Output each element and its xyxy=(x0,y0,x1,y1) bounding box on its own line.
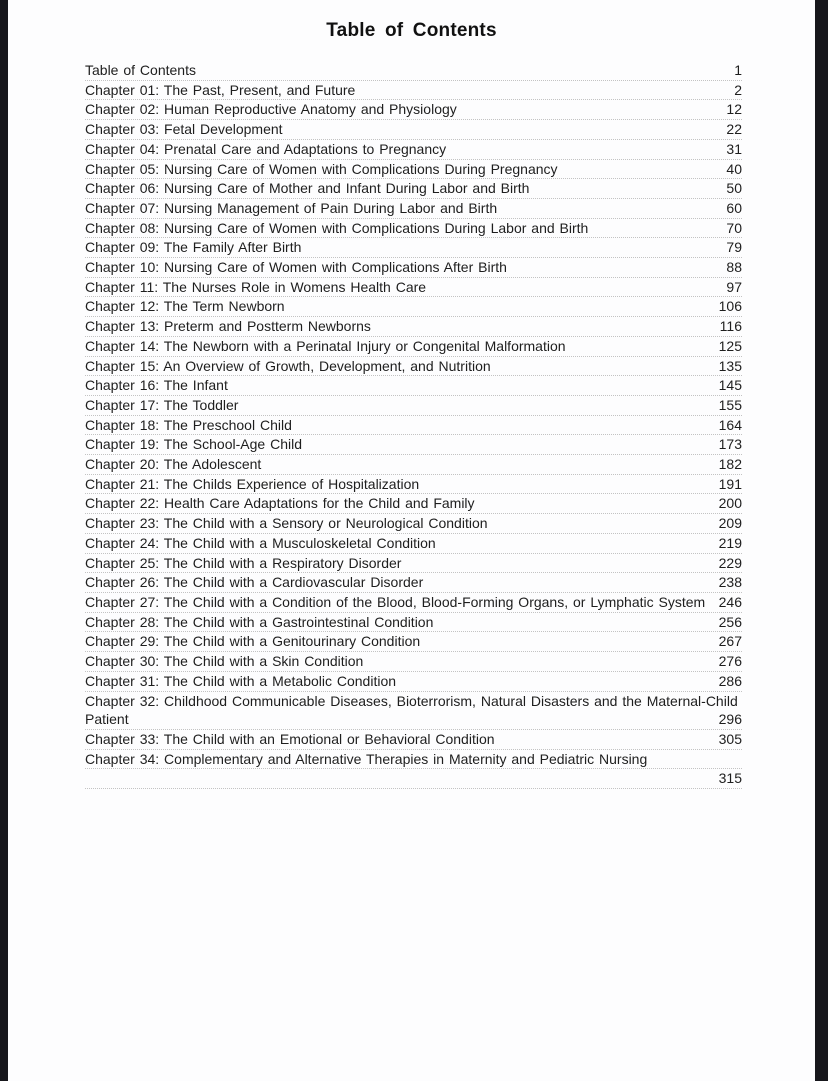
toc-entry-page: 155 xyxy=(718,396,742,413)
toc-entry-page: 125 xyxy=(718,337,742,354)
toc-entry-label: Chapter 16: The Infant xyxy=(85,377,228,394)
toc-entry[interactable] xyxy=(85,317,742,337)
toc-entry-page: 246 xyxy=(718,593,742,610)
toc-entry-label: Chapter 12: The Term Newborn xyxy=(85,298,285,315)
toc-entry[interactable] xyxy=(85,613,742,633)
toc-entry-label: Chapter 02: Human Reproductive Anatomy and Physiology xyxy=(85,101,457,118)
toc-entry-label: Chapter 32: Childhood Communicable Diseases, Bioterrorism, Natural Disasters and the Maternal-Child Patient xyxy=(85,692,738,728)
toc-entry[interactable] xyxy=(85,120,742,140)
toc-entry-page: 135 xyxy=(718,357,742,374)
toc-entry[interactable] xyxy=(85,357,742,377)
toc-entry[interactable] xyxy=(85,514,742,534)
toc-entry-page: 50 xyxy=(726,180,742,197)
toc-entry[interactable] xyxy=(85,435,742,455)
viewer-edge-left xyxy=(0,0,8,1081)
toc-entry-label: Chapter 03: Fetal Development xyxy=(85,121,283,138)
toc-entry[interactable] xyxy=(85,238,742,258)
toc-entry[interactable] xyxy=(85,61,742,81)
toc-entry-label: Chapter 23: The Child with a Sensory or Neurological Condition xyxy=(85,515,488,532)
toc-entry-page: 305 xyxy=(718,730,742,747)
toc-entry[interactable] xyxy=(85,652,742,672)
toc-entry-label: Table of Contents xyxy=(85,62,196,78)
toc-entry[interactable] xyxy=(85,396,742,416)
toc-entry-label: Chapter 10: Nursing Care of Women with Complications After Birth xyxy=(85,259,507,276)
toc-entry-page: 182 xyxy=(718,456,742,473)
toc-entry-page: 315 xyxy=(718,770,742,787)
toc-entry[interactable] xyxy=(85,140,742,160)
toc-entry-page: 40 xyxy=(726,160,742,177)
toc-entry[interactable] xyxy=(85,692,742,730)
toc-entry[interactable] xyxy=(85,455,742,475)
toc-entry-page: 1 xyxy=(734,62,742,78)
toc-entry[interactable] xyxy=(85,475,742,495)
toc-entry[interactable] xyxy=(85,416,742,436)
toc-entry-label: Chapter 20: The Adolescent xyxy=(85,456,262,473)
toc-entry-page: 238 xyxy=(718,574,742,591)
toc-entry-label: Chapter 25: The Child with a Respiratory Disorder xyxy=(85,554,402,571)
toc-entry-page: 97 xyxy=(726,278,742,295)
toc-entry-page: 106 xyxy=(718,298,742,315)
page-title: Table of Contents xyxy=(326,20,497,41)
toc-entry-label: Chapter 04: Prenatal Care and Adaptations to Pregnancy xyxy=(85,140,447,157)
toc-entry[interactable] xyxy=(85,278,742,298)
toc-entry-label: Chapter 24: The Child with a Musculoskeletal Condition xyxy=(85,534,436,551)
toc-entry[interactable] xyxy=(85,179,742,199)
toc-entry[interactable] xyxy=(85,258,742,278)
toc-entry-label: Chapter 19: The School-Age Child xyxy=(85,436,302,453)
toc-entry-page: 145 xyxy=(718,377,742,394)
toc-entry-page: 296 xyxy=(718,711,742,728)
toc-entry[interactable] xyxy=(85,750,742,789)
toc-entry-page: 256 xyxy=(718,613,742,630)
toc-entry-label: Chapter 28: The Child with a Gastrointestinal Condition xyxy=(85,613,434,630)
toc-entry-page: 286 xyxy=(718,672,742,689)
toc-entry-label: Chapter 06: Nursing Care of Mother and Infant During Labor and Birth xyxy=(85,180,530,197)
toc-entry[interactable] xyxy=(85,81,742,101)
toc-entry-page: 116 xyxy=(719,318,742,335)
toc-entry[interactable] xyxy=(85,376,742,396)
toc-entry-label: Chapter 13: Preterm and Postterm Newborns xyxy=(85,318,371,335)
toc-entry-label: Chapter 14: The Newborn with a Perinatal Injury or Congenital Malformation xyxy=(85,337,566,354)
toc-entry-label: Chapter 21: The Childs Experience of Hospitalization xyxy=(85,475,420,492)
toc-entry-page: 12 xyxy=(726,101,742,118)
toc-entry[interactable] xyxy=(85,297,742,317)
toc-entry[interactable] xyxy=(85,199,742,219)
toc-entry-page: 219 xyxy=(718,534,742,551)
toc-entry-page: 229 xyxy=(718,554,742,571)
toc-entry-page: 173 xyxy=(718,436,742,453)
toc-entry-label: Chapter 30: The Child with a Skin Condition xyxy=(85,653,364,670)
toc-entry-page: 276 xyxy=(718,653,742,670)
toc-entry[interactable] xyxy=(85,730,742,750)
viewer-edge-right xyxy=(815,0,828,1081)
toc-entry[interactable] xyxy=(85,593,742,613)
toc-entry-label: Chapter 18: The Preschool Child xyxy=(85,416,292,433)
toc-entry[interactable] xyxy=(85,573,742,593)
toc-entry-page: 2 xyxy=(734,81,742,98)
toc-entry-label: Chapter 05: Nursing Care of Women with Complications During Pregnancy xyxy=(85,160,558,177)
toc-entry-page: 22 xyxy=(726,121,742,138)
toc-entry-page: 60 xyxy=(726,199,742,216)
toc-entry-label: Chapter 15: An Overview of Growth, Development, and Nutrition xyxy=(85,357,491,374)
toc-entry-label: Chapter 29: The Child with a Genitourinary Condition xyxy=(85,633,421,650)
toc-entry[interactable] xyxy=(85,337,742,357)
toc-entry[interactable] xyxy=(85,160,742,180)
toc-entry[interactable] xyxy=(85,554,742,574)
toc-entry-label: Chapter 09: The Family After Birth xyxy=(85,239,302,256)
toc-entry-label: Chapter 31: The Child with a Metabolic Condition xyxy=(85,672,397,689)
toc-entry[interactable] xyxy=(85,534,742,554)
toc-entry-page: 79 xyxy=(726,239,742,256)
toc-entry-label: Chapter 26: The Child with a Cardiovascular Disorder xyxy=(85,574,424,591)
toc-entry-label: Chapter 22: Health Care Adaptations for the Child and Family xyxy=(85,495,475,512)
toc-entry[interactable] xyxy=(85,632,742,652)
document-page xyxy=(8,0,815,1081)
toc-entry-label: Chapter 11: The Nurses Role in Womens Health Care xyxy=(85,278,427,295)
toc-entry-page: 164 xyxy=(718,416,742,433)
toc-entry-page: 200 xyxy=(718,495,742,512)
toc-entry-page: 88 xyxy=(726,259,742,276)
toc-entry-label: Chapter 27: The Child with a Condition of the Blood, Blood-Forming Organs, or Lymphatic System xyxy=(85,593,706,610)
toc-entry[interactable] xyxy=(85,219,742,239)
toc-entry-label: Chapter 07: Nursing Management of Pain During Labor and Birth xyxy=(85,199,498,216)
toc-entry-page: 191 xyxy=(718,475,742,492)
toc-entry-label: Chapter 01: The Past, Present, and Future xyxy=(85,81,356,98)
toc-entry[interactable] xyxy=(85,100,742,120)
toc-entry[interactable] xyxy=(85,494,742,514)
toc-entry[interactable] xyxy=(85,672,742,692)
toc-entry-page: 209 xyxy=(718,515,742,532)
toc-entry-page: 267 xyxy=(718,633,742,650)
table-of-contents-list xyxy=(85,61,742,789)
toc-entry-label: Chapter 33: The Child with an Emotional or Behavioral Condition xyxy=(85,730,495,747)
toc-entry-label: Chapter 17: The Toddler xyxy=(85,396,239,413)
toc-entry-label: Chapter 34: Complementary and Alternative Therapies in Maternity and Pediatric Nursing xyxy=(85,750,742,770)
toc-entry-page: 70 xyxy=(726,219,742,236)
toc-entry-page: 31 xyxy=(726,140,742,157)
toc-entry-label: Chapter 08: Nursing Care of Women with Complications During Labor and Birth xyxy=(85,219,589,236)
